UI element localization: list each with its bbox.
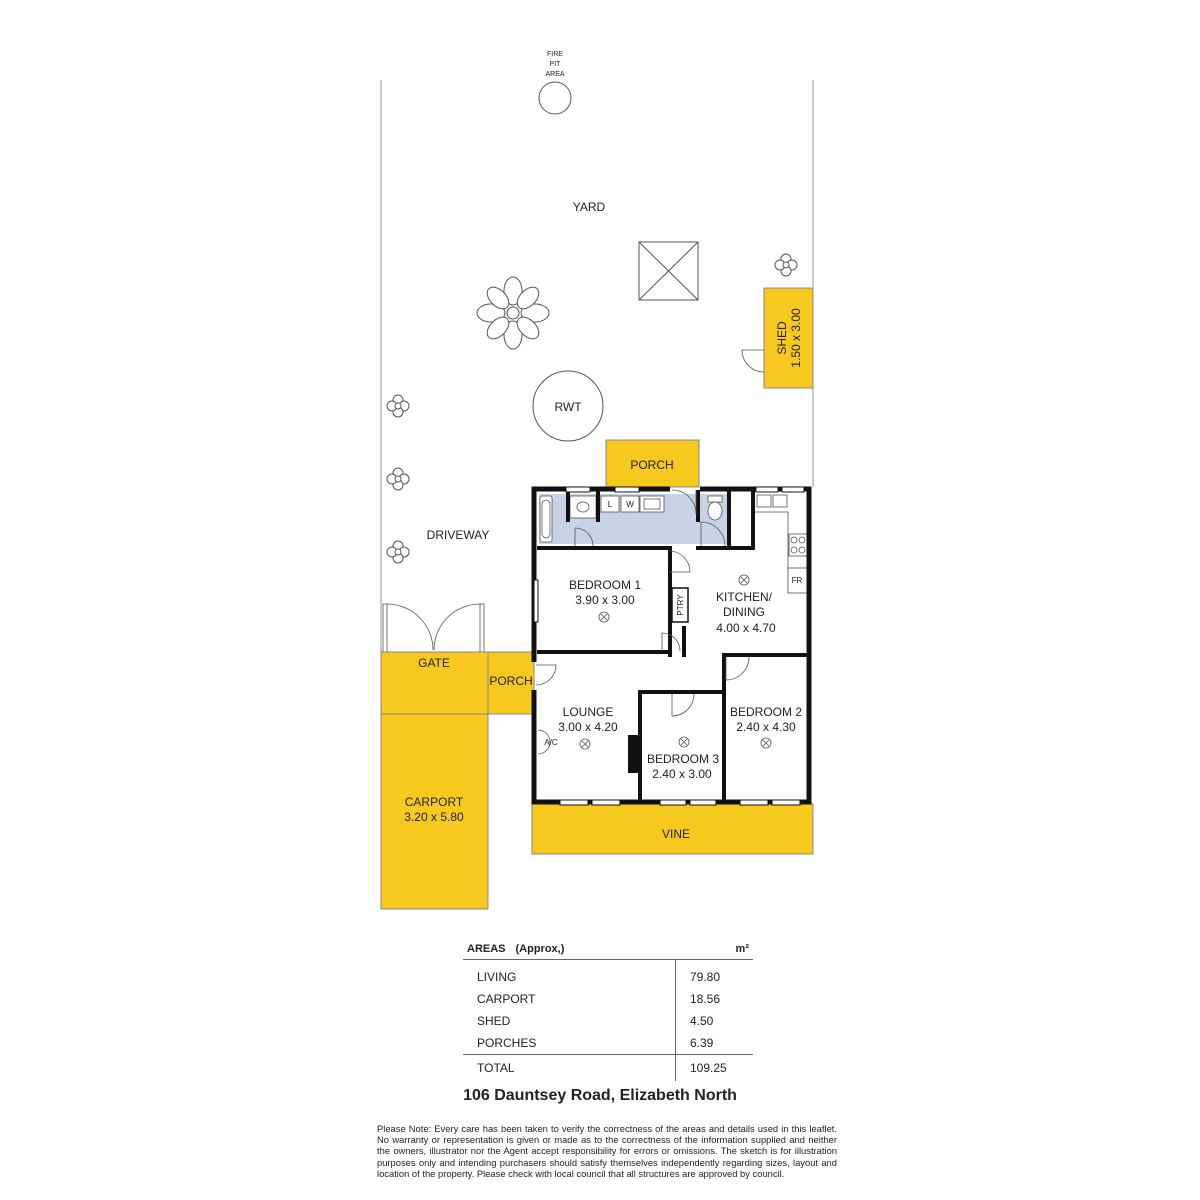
svg-text:A/C: A/C (544, 738, 558, 747)
room-dims-lounge: 3.00 x 4.20 (558, 720, 618, 734)
area-row-label: PORCHES (463, 1032, 676, 1054)
ac-unit (538, 730, 558, 754)
room-label-bedroom3: BEDROOM 3 (646, 752, 720, 766)
rear-porch (606, 440, 699, 487)
svg-text:SHED: SHED (775, 321, 789, 355)
pantry (672, 588, 688, 622)
svg-text:GATE: GATE (418, 656, 450, 670)
svg-text:PORCH: PORCH (489, 674, 533, 688)
kitchen-bench (753, 492, 788, 593)
shrub-icon (387, 541, 409, 563)
cooktop-icon (789, 534, 807, 556)
svg-text:RWT: RWT (554, 400, 582, 414)
areas-subtitle: (Approx,) (515, 943, 565, 955)
fire-pit (539, 51, 571, 114)
areas-table-header (463, 941, 753, 960)
crossed-square (639, 242, 698, 300)
room-dims-bedroom3: 2.40 x 3.00 (652, 767, 712, 781)
property-address: 106 Dauntsey Road, Elizabeth North (463, 1087, 737, 1104)
areas-table (463, 941, 753, 1081)
svg-text:PIT: PIT (549, 61, 561, 68)
areas-table-body (463, 960, 753, 1081)
svg-text:W: W (626, 500, 634, 509)
vanity-basin-icon (570, 496, 596, 518)
rainwater-tank (533, 371, 603, 441)
room-dims-kitchen: 4.00 x 4.70 (716, 621, 776, 635)
boundary-lines (381, 80, 813, 652)
room-label-kitchen: KITCHEN/ (715, 590, 773, 604)
svg-text:CARPORT: CARPORT (404, 795, 464, 809)
bath-icon (540, 496, 552, 542)
svg-text:L: L (607, 500, 613, 509)
yard-label: YARD (572, 200, 606, 214)
shrub-icon (775, 254, 797, 276)
area-row-value: 6.39 (690, 1036, 714, 1050)
area-total-value: 109.25 (676, 1054, 753, 1081)
svg-text:PORCH: PORCH (630, 458, 674, 472)
svg-text:3.20 x 5.80: 3.20 x 5.80 (404, 810, 464, 824)
room-dims-bedroom2: 2.40 x 4.30 (736, 720, 796, 734)
area-row-label: SHED (463, 1010, 676, 1032)
fireplace (628, 735, 640, 773)
tree-large-icon (477, 277, 549, 349)
room-dims-bedroom1: 3.90 x 3.00 (575, 593, 635, 607)
shed (742, 288, 813, 388)
svg-text:PTRY: PTRY (676, 594, 685, 616)
area-row-value: 79.80 (690, 970, 721, 984)
svg-text:AREA: AREA (545, 71, 565, 78)
area-row-value: 18.56 (690, 992, 721, 1006)
svg-text:VINE: VINE (661, 827, 691, 841)
fridge-space (788, 568, 807, 593)
room-label-lounge: LOUNGE (562, 705, 614, 719)
side-porch (488, 652, 534, 714)
areas-unit: m² (735, 943, 749, 955)
area-total-label: TOTAL (463, 1054, 676, 1081)
vine-area (532, 804, 813, 854)
toilet-icon (708, 496, 722, 520)
room-label-bedroom1: BEDROOM 1 (568, 578, 642, 592)
area-row-label: CARPORT (463, 988, 676, 1010)
gate-doors (383, 604, 484, 652)
svg-text:1.50 x 3.00: 1.50 x 3.00 (789, 308, 803, 368)
carport (381, 714, 488, 909)
area-row-value: 4.50 (690, 1014, 714, 1028)
disclaimer-note: Please Note: Every care has been taken to verify the correctness of the areas and details used in this leaflet. No warranty or representation is given or made as to the correctness of the information supplied and neither the owners, illustrator nor the Agent accept responsibility for errors or omissions. The sketch is for illustration purposes only and intending purchasers should satisfy themselves independently regarding sizes, layout and location of the property. Please check with local council that all structures are approved by council. (377, 1123, 837, 1179)
areas-title: AREAS (467, 943, 506, 955)
svg-text:FIRE: FIRE (547, 51, 563, 58)
area-row-label: LIVING (463, 960, 676, 988)
driveway-label: DRIVEWAY (426, 528, 490, 542)
laundry-tub-icon (640, 496, 664, 512)
gate (381, 652, 488, 714)
shrub-icon (387, 468, 409, 490)
shrub-icon (387, 395, 409, 417)
room-label-bedroom2: BEDROOM 2 (729, 705, 803, 719)
svg-text:FR: FR (791, 576, 803, 585)
room-label-kitchen: DINING (723, 605, 765, 619)
